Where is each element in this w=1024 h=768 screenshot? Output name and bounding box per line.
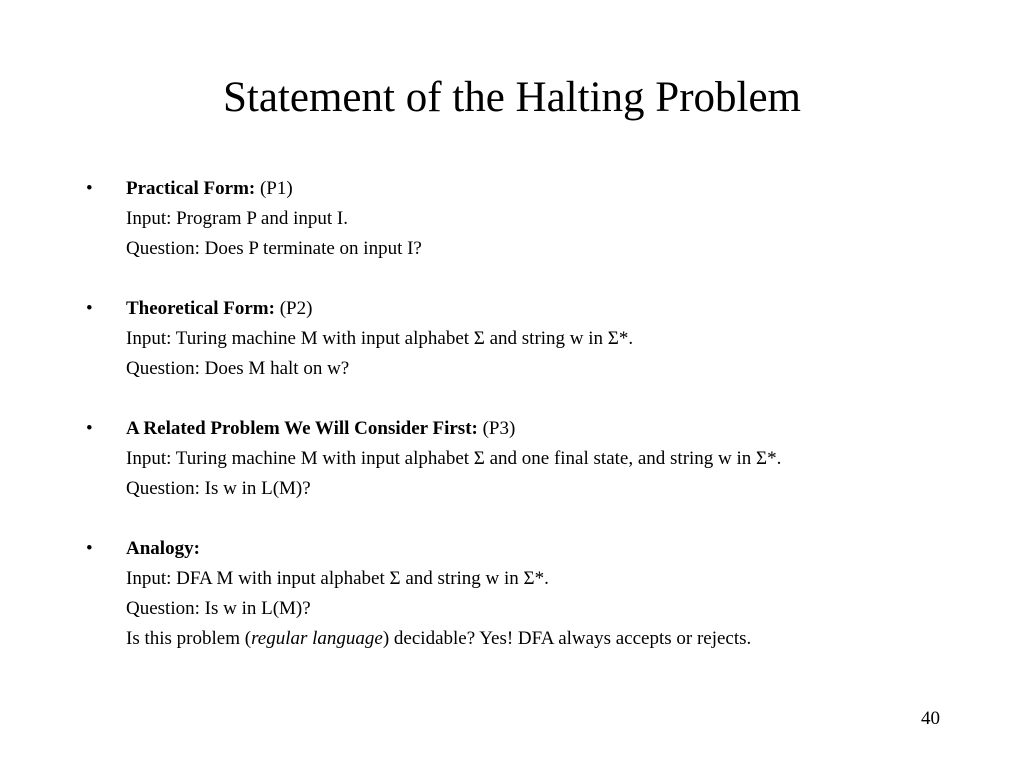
- bullet-line: Question: Does M halt on w?: [126, 358, 350, 379]
- bullet-theoretical-form: [86, 294, 986, 384]
- bullet-line: Input: DFA M with input alphabet Σ and string w in Σ*.: [126, 568, 549, 589]
- decidable-text-italic: regular language: [251, 628, 383, 649]
- slide-number: 40: [921, 708, 940, 729]
- bullet-heading-tag: (P2): [274, 298, 313, 319]
- bullet-heading-bold: Practical Form:: [126, 178, 256, 199]
- bullet-line-decidable: [126, 624, 986, 654]
- bullet-heading-bold: Theoretical Form:: [126, 298, 275, 319]
- bullet-heading-bold: A Related Problem We Will Consider First:: [126, 418, 478, 439]
- bullet-line: Question: Is w in L(M)?: [126, 598, 311, 619]
- bullet-marker: •: [86, 298, 93, 319]
- bullet-heading: [126, 414, 986, 444]
- bullet-heading: [126, 534, 986, 564]
- bullet-heading-tag: (P1): [255, 178, 293, 199]
- bullet-marker: •: [86, 178, 93, 199]
- bullet-line: Input: Program P and input I.: [126, 208, 348, 229]
- bullet-heading: [126, 174, 986, 204]
- decidable-text-after: ) decidable? Yes! DFA always accepts or rejects.: [382, 628, 752, 649]
- decidable-text-before: Is this problem (: [126, 628, 252, 649]
- bullet-line: Question: Does P terminate on input I?: [126, 238, 422, 259]
- bullet-line: Input: Turing machine M with input alphabet Σ and string w in Σ*.: [126, 328, 634, 349]
- bullet-related-problem: [86, 414, 986, 504]
- bullet-practical-form: [86, 174, 986, 264]
- bullet-marker: •: [86, 538, 93, 559]
- slide-title: Statement of the Halting Problem: [222, 74, 801, 121]
- bullet-heading-bold: Analogy:: [126, 538, 200, 559]
- bullet-heading-tag: (P3): [477, 418, 516, 439]
- bullet-line: Input: Turing machine M with input alphabet Σ and one final state, and string w in Σ*.: [126, 448, 782, 469]
- bullet-marker: •: [86, 418, 93, 439]
- bullet-line: Question: Is w in L(M)?: [126, 478, 311, 499]
- bullet-heading: [126, 294, 986, 324]
- bullet-analogy: [86, 534, 986, 654]
- bullet-list: [86, 174, 986, 684]
